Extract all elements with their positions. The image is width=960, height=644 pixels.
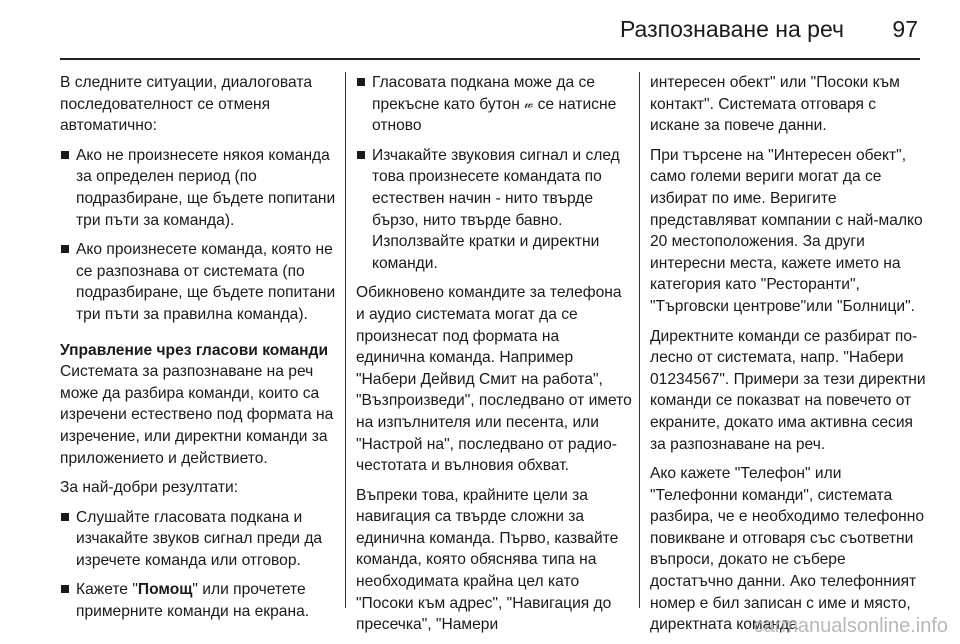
bullet-icon xyxy=(61,585,69,593)
bullet-icon xyxy=(357,78,365,86)
body-paragraph: Ако кажете "Телефон" или "Телефонни команди", системата разбира, че е необходимо телефонно повикване и отговаря със съответни въпроси, докато не събере достатъчно данни. Ако телефонният номер е бил записан с име и място, директната команда xyxy=(650,465,925,634)
help-command: Помощ xyxy=(137,581,193,599)
body-paragraph: Въпреки това, крайните цели за навигация са твърде сложни за единична команда. Първо, казвайте команда, която обяснява типа на необходимата крайна цел като "Посоки към адрес", "Навигация до пресечка", "Намери xyxy=(356,486,619,634)
bullet-icon xyxy=(61,151,69,159)
column-2 xyxy=(356,72,632,644)
list-item-text: Ако не произнесете някоя команда за определен период (по подразбиране, ще бъдете попитани три пъти за команда). xyxy=(76,146,336,229)
list-item xyxy=(356,145,632,275)
section-heading: Управление чрез гласови команди xyxy=(60,341,329,359)
page-title: Разпознаване на реч xyxy=(619,16,844,42)
watermark: carmanualsonline.info xyxy=(753,615,948,637)
body-paragraph: Директните команди се разбират по-лесно от системата, напр. "Набери 01234567". Примери за тези директни команди се показват на повечето от екраните, докато има активна сесия за разпознаване на реч. xyxy=(650,327,926,453)
body-paragraph: Системата за разпознаване на реч може да разбира команди, които са изречени естествено под формата на изречение, или директни команди за приложението и действието. xyxy=(60,363,334,467)
column-1 xyxy=(60,72,340,631)
list-item xyxy=(356,72,632,137)
page-number: 97 xyxy=(892,16,918,42)
bullet-icon xyxy=(357,151,365,159)
cancel-conditions-list xyxy=(60,145,340,326)
list-item xyxy=(60,145,340,231)
list-item-text: се натисне отново xyxy=(372,95,617,135)
tips-list-continued xyxy=(356,72,632,274)
body-paragraph: При търсене на "Интересен обект", само големи вериги могат да се избират по име. Веригите представляват компании с най-малко 20 местоположения. За други интересни места, кажете името на категория като "Ресторанти", "Търговски центрове"или "Болници". xyxy=(650,146,923,315)
bullet-icon xyxy=(61,513,69,521)
voice-button-icon: 𝓌 xyxy=(524,95,534,111)
column-divider-2 xyxy=(639,72,640,608)
list-item-text: Изчакайте звуковия сигнал и след това произнесете командата по естествен начин - нито твърде бързо, нито твърде бавно. Използвайте кратки и директни команди. xyxy=(372,146,620,272)
list-item-text: Ако произнесете команда, която не се разпознава от системата (по подразбиране, ще бъдете попитани три пъти за правилна команда). xyxy=(76,241,336,323)
body-paragraph: Обикновено командите за телефона и аудио системата могат да се произнесат под формата на единична команда. Например "Набери Дейвид Смит на работа", "Възпроизведи", последвано от името на изпълнителя или песента, или "Настрой на", последвано от радио-честотата и вълновия обхват. xyxy=(356,284,632,475)
help-suffix: " или прочетете примерните команди на екрана. xyxy=(76,581,310,621)
list-item-text: Гласовата подкана може да се прекъсне като бутон xyxy=(372,74,595,113)
header-divider xyxy=(60,58,920,60)
list-item-text: Слушайте гласовата подкана и изчакайте звуков сигнал преди да изречете команда или отговор. xyxy=(76,508,323,569)
bullet-icon xyxy=(61,245,69,253)
list-item xyxy=(60,239,340,325)
body-paragraph: За най-добри резултати: xyxy=(60,479,239,497)
page-header xyxy=(60,14,920,50)
column-divider-1 xyxy=(345,72,346,608)
column-3 xyxy=(650,72,928,644)
list-item xyxy=(60,579,340,622)
body-paragraph: интересен обект" или "Посоки към контакт". Системата отговаря с искане за повече данни. xyxy=(650,74,900,135)
help-prefix: Кажете " xyxy=(76,581,138,599)
intro-paragraph: В следните ситуации, диалоговата последователност се отменя автоматично: xyxy=(60,74,313,135)
list-item xyxy=(60,507,340,572)
tips-list xyxy=(60,507,340,623)
